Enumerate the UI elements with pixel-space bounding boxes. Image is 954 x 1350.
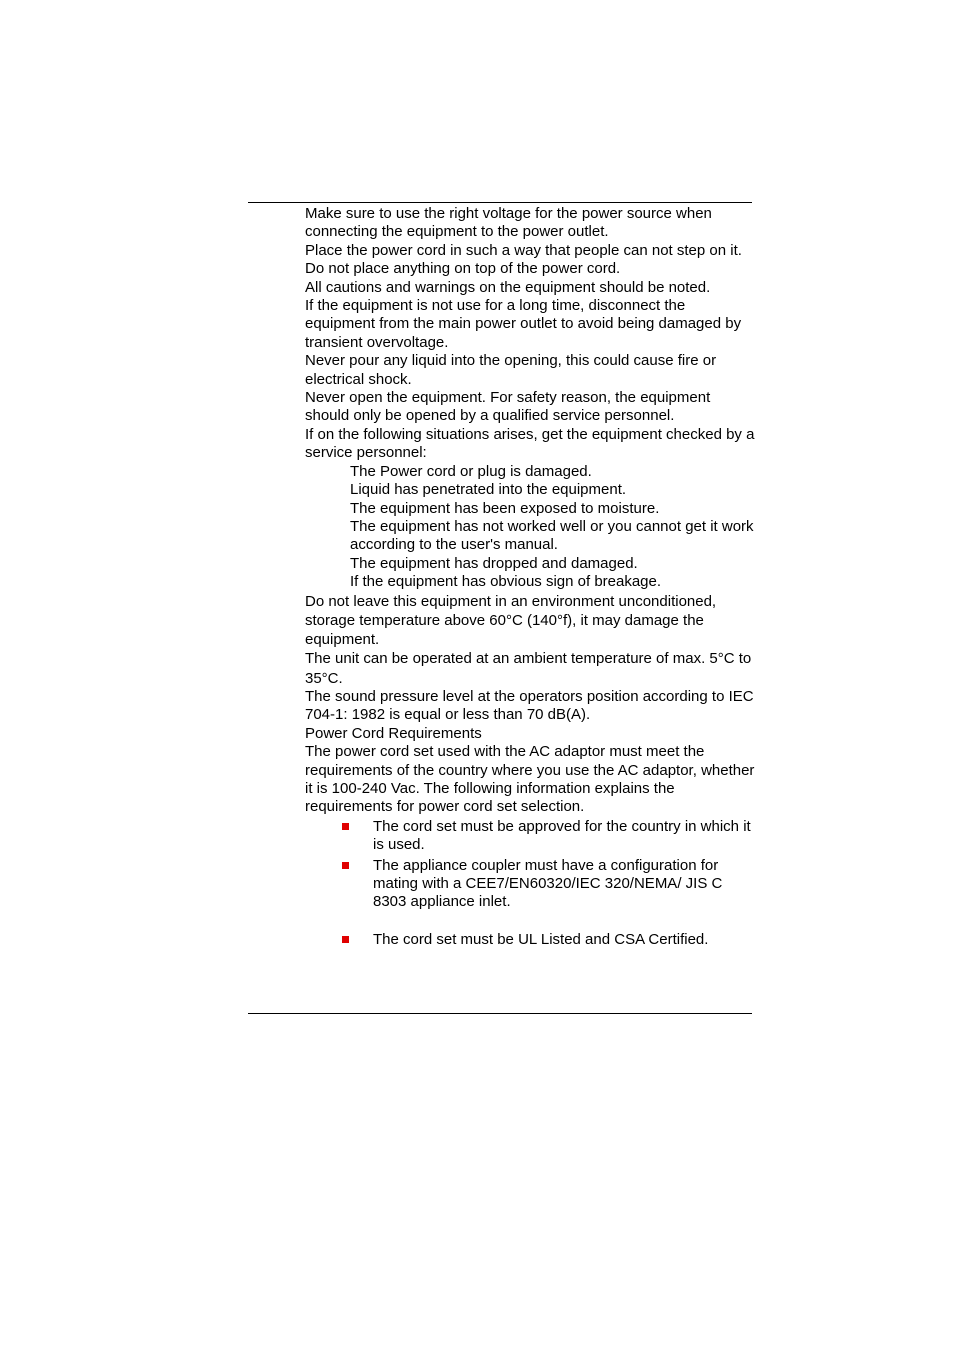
paragraph: Do not leave this equipment in an environment unconditioned, storage temperature above 60°C (140°f), it may damage the equipment.	[305, 592, 717, 649]
list-item-text: The cord set must be UL Listed and CSA Certified.	[373, 930, 709, 948]
list-item-text: The appliance coupler must have a configuration for mating with a CEE7/EN60320/IEC 320/NEMA/ JIS C 8303 appliance inlet.	[373, 856, 723, 911]
list-item	[305, 857, 755, 912]
paragraph: Never open the equipment. For safety reason, the equipment should only be opened by a qualified service personnel.	[305, 389, 711, 425]
square-bullet-icon	[342, 823, 349, 830]
paragraph: The unit can be operated at an ambient temperature of max. 5°C to 35°C.	[305, 650, 752, 687]
list-item: The Power cord or plug is damaged.	[350, 462, 592, 480]
safety-instructions	[305, 205, 755, 951]
list-item: Liquid has penetrated into the equipment.	[350, 481, 627, 499]
list-item	[305, 818, 755, 855]
list-item-text: The cord set must be approved for the country in which it is used.	[373, 817, 751, 854]
paragraph: The sound pressure level at the operators position according to IEC 704-1: 1982 is equal or less than 70 dB(A).	[305, 688, 754, 724]
list-item	[305, 931, 755, 949]
square-bullet-icon	[342, 862, 349, 869]
paragraph: Make sure to use the right voltage for the power source when connecting the equipment to the power outlet.	[305, 205, 712, 241]
square-bullet-icon	[342, 936, 349, 943]
list-item: The equipment has dropped and damaged.	[350, 554, 638, 572]
section-heading: Power Cord Requirements	[305, 724, 482, 742]
paragraph: All cautions and warnings on the equipment should be noted.	[305, 278, 711, 296]
list-item: The equipment has been exposed to moisture.	[350, 499, 660, 517]
paragraph: The power cord set used with the AC adaptor must meet the requirements of the country where you use the AC adaptor, whether it is 100-240 Vac. The following information explains the requirements for power cord set selection.	[305, 743, 755, 816]
list-item: The equipment has not worked well or you cannot get it work according to the user's manual.	[350, 517, 754, 554]
paragraph: If the equipment is not use for a long time, disconnect the equipment from the main power outlet to avoid being damaged by transient overvoltage.	[305, 297, 742, 351]
situations-list	[305, 463, 755, 592]
paragraph: If on the following situations arises, get the equipment checked by a service personnel:	[305, 425, 755, 462]
list-item: If the equipment has obvious sign of breakage.	[350, 573, 662, 591]
top-rule	[248, 202, 752, 203]
requirements-list	[305, 818, 755, 949]
paragraph: Place the power cord in such a way that people can not step on it. Do not place anything on top of the power cord.	[305, 241, 742, 278]
paragraph: Never pour any liquid into the opening, this could cause fire or electrical shock.	[305, 352, 717, 388]
bottom-rule	[248, 1013, 752, 1014]
